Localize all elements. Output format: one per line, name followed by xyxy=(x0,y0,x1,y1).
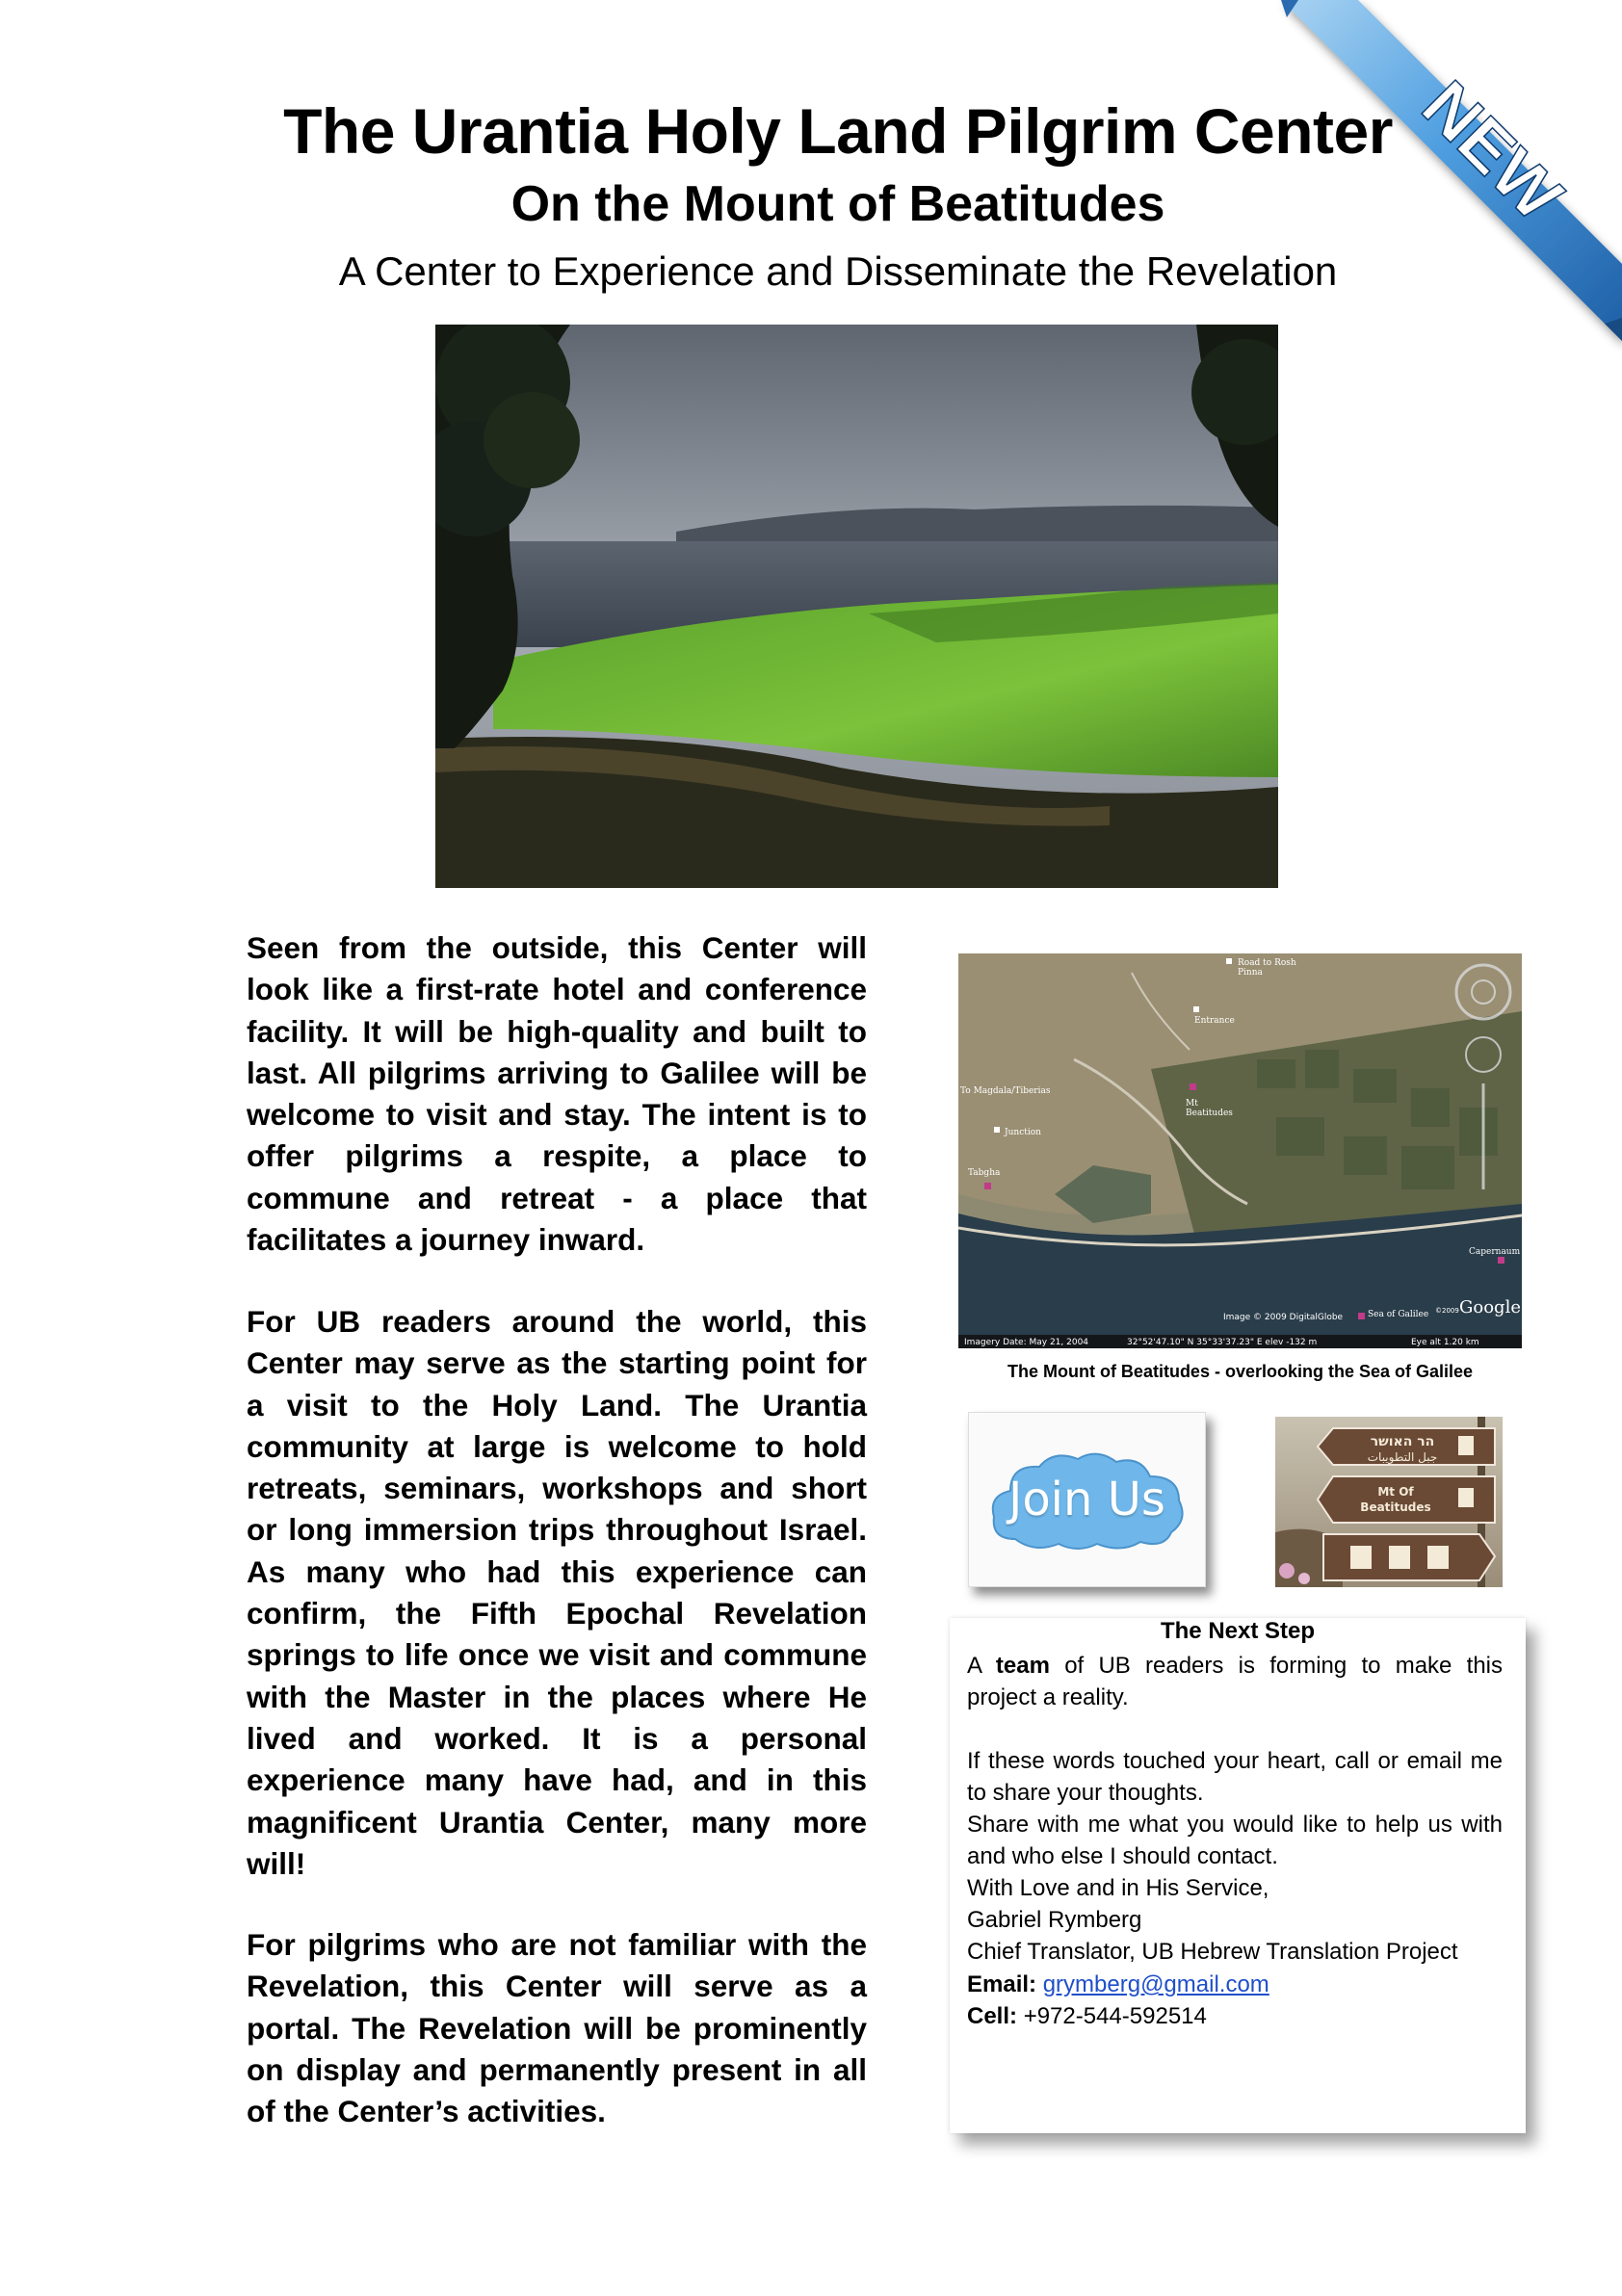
map-label-entrance: Entrance xyxy=(1194,1016,1235,1026)
cell-line xyxy=(967,2000,1503,2032)
map-google-logo: Google xyxy=(1459,1297,1521,1318)
ub-readers-paragraph: For UB readers around the world, this Center may serve as the starting point for a visit to the Holy Land. The Urantia community at large is welcome to hold retreats, seminars, workshops and short or long immersion trips throughout Israel. As many who had this experience can confirm, the Fifth Epochal Revelation springs to life once we visit and commune with the Master in the places where He lived and worked. It is a personal experience many have had, and in this magnificent Urantia Center, many more will! xyxy=(247,1304,867,1881)
map-caption: The Mount of Beatitudes - overlooking the Sea of Galilee xyxy=(1007,1362,1474,1381)
cell-number: +972-544-592514 xyxy=(1023,2003,1207,2029)
email-label: Email: xyxy=(967,1971,1037,1997)
sign-arabic: جبل التطويبات xyxy=(1367,1450,1438,1464)
map-label-beatitudes: Beatitudes xyxy=(1186,1109,1233,1118)
map-imagery-date: Imagery Date: May 21, 2004 xyxy=(964,1338,1089,1347)
team-rest: of UB readers is forming to make this project a reality. xyxy=(967,1653,1503,1710)
email-line xyxy=(967,1969,1503,2000)
next-step-box xyxy=(950,1618,1526,2133)
next-step-contact-paragraph: If these words touched your heart, call or email me to share your thoughts. xyxy=(967,1748,1503,1806)
map-label-sea: Sea of Galilee xyxy=(1368,1310,1429,1319)
sign-hebrew: הר האושר xyxy=(1370,1434,1435,1449)
mount-of-beatitudes-sign-photo xyxy=(1275,1417,1503,1587)
signer-name: Gabriel Rymberg xyxy=(967,1907,1142,1933)
map-label-migdal: To Magdala/Tiberias xyxy=(960,1086,1051,1096)
team-bold: team xyxy=(995,1653,1050,1679)
map-label-mt: Mt xyxy=(1186,1099,1198,1109)
join-us-button[interactable] xyxy=(968,1412,1206,1587)
page-subtitle: On the Mount of Beatitudes xyxy=(510,176,1165,232)
email-link[interactable]: grymberg@gmail.com xyxy=(1042,1971,1269,1997)
sign-english-1: Mt Of xyxy=(1377,1485,1414,1499)
map-label-tabgha: Tabgha xyxy=(968,1168,1001,1178)
signature-block xyxy=(967,1872,1503,1968)
satellite-map xyxy=(958,953,1522,1348)
page-tagline: A Center to Experience and Disseminate the Revelation xyxy=(338,248,1338,294)
map-label-capernaum: Capernaum xyxy=(1469,1247,1521,1257)
page-title: The Urantia Holy Land Pilgrim Center xyxy=(283,95,1393,167)
map-copyright: Image © 2009 DigitalGlobe xyxy=(1223,1313,1344,1322)
map-eye-alt: Eye alt 1.20 km xyxy=(1411,1338,1479,1347)
sign-english-2: Beatitudes xyxy=(1360,1500,1431,1514)
signer-role: Chief Translator, UB Hebrew Translation Project xyxy=(967,1939,1458,1965)
new-ribbon-label: NEW xyxy=(1407,66,1577,236)
map-label-junction: Junction xyxy=(1005,1128,1041,1137)
portal-paragraph: For pilgrims who are not familiar with the Revelation, this Center will serve as a portal. The Revelation will be prominently on display and permanently present in all of the Center’s activities. xyxy=(247,1927,867,2129)
contact-block xyxy=(967,1969,1503,2032)
join-us-label: Join Us xyxy=(1008,1473,1165,1526)
sea-of-galilee-photo xyxy=(435,325,1278,888)
next-step-title: The Next Step xyxy=(1160,1618,1316,1644)
map-label-road: Road to Rosh xyxy=(1238,958,1296,968)
cell-label: Cell: xyxy=(967,2003,1018,2029)
intro-paragraph: Seen from the outside, this Center will look like a first-rate hotel and conference facility. It will be high-quality and built to last. All pilgrims arriving to Galilee will be welcome to visit and stay. The intent is to offer pilgrims a respite, a place to commune and retreat - a place that facilitates a journey inward. xyxy=(247,930,867,1258)
new-ribbon xyxy=(1252,0,1622,356)
signoff: With Love and in His Service, xyxy=(967,1875,1269,1901)
next-step-share-paragraph: Share with me what you would like to help us with and who else I should contact. xyxy=(967,1812,1503,1869)
next-step-team-paragraph xyxy=(967,1650,1503,1713)
map-coordinates: 32°52'47.10" N 35°33'37.23" E elev -132 m xyxy=(1127,1338,1318,1347)
map-label-road2: Pinna xyxy=(1238,968,1263,978)
team-prefix: A xyxy=(967,1653,996,1679)
map-google-small: ©2009 xyxy=(1435,1307,1459,1315)
